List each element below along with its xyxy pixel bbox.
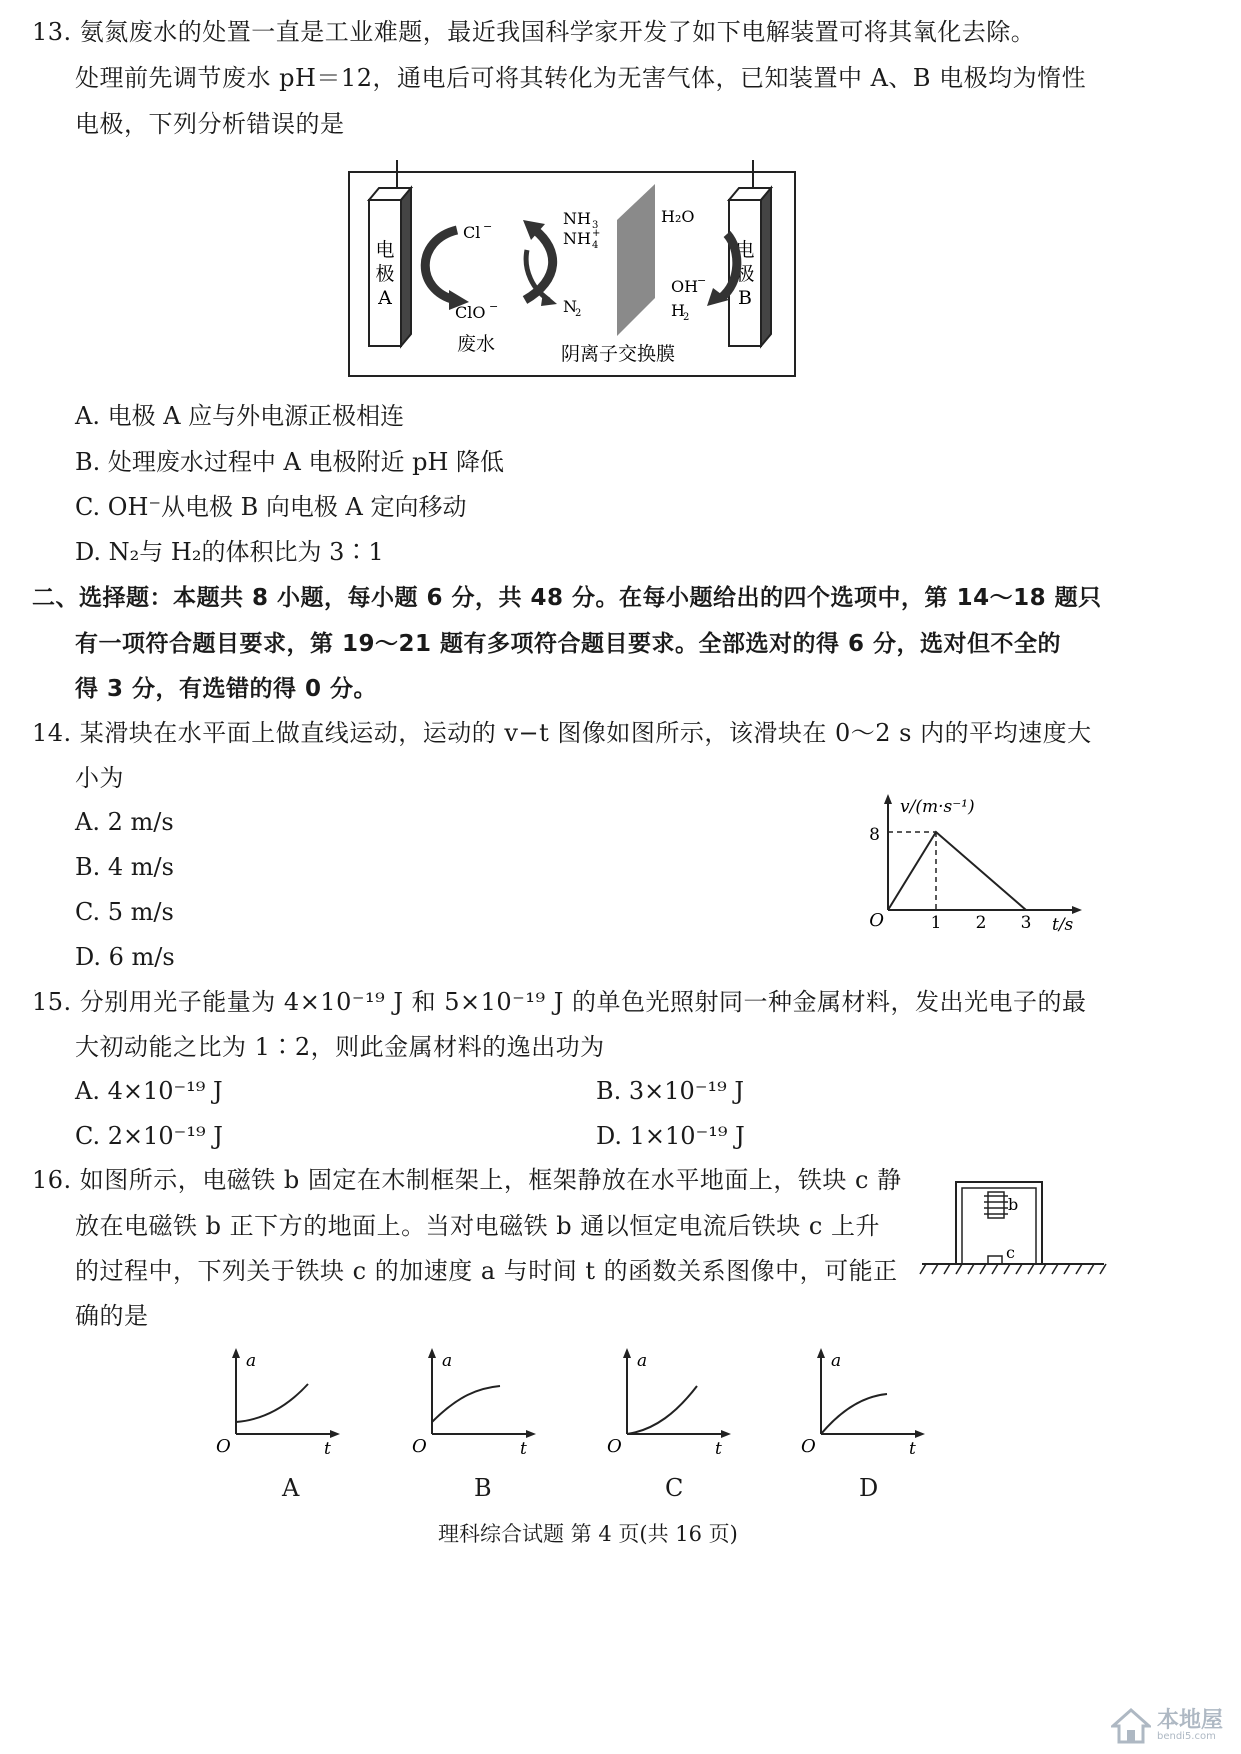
electrode-b-label-2: 极	[735, 263, 755, 285]
at-a-origin: O	[216, 1436, 231, 1456]
at-c-origin: O	[607, 1436, 622, 1456]
label-nh4-charge: +	[592, 228, 601, 239]
label-membrane: 阴离子交换膜	[561, 343, 676, 365]
section2-line-1: 二、选择题：本题共 8 小题，每小题 6 分，共 48 分。在每小题给出的四个选项中，第 14～18 题只	[32, 585, 1102, 611]
at-c-yaxis: a	[637, 1351, 648, 1371]
electrode-b-label-1: 电	[735, 239, 755, 261]
label-c: c	[1006, 1243, 1015, 1262]
vt-xtick-1: 1	[930, 913, 942, 933]
q13-line-1: 13. 氨氮废水的处置一直是工业难题，最近我国科学家开发了如下电解装置可将其氧化去除。	[32, 18, 1036, 46]
page-footer: 理科综合试题 第 4 页(共 16 页)	[438, 1522, 738, 1546]
q13-option-a: A. 电极 A 应与外电源正极相连	[75, 402, 405, 430]
q16-line-2: 放在电磁铁 b 正下方的地面上。当对电磁铁 b 通以恒定电流后铁块 c 上升	[75, 1212, 880, 1240]
label-b: b	[1008, 1195, 1019, 1214]
label-oh: OH	[671, 277, 699, 296]
section2-line-3: 得 3 分，有选错的得 0 分。	[75, 676, 378, 702]
electrode-a-label-1: 电	[375, 239, 395, 261]
anion-exchange-membrane	[617, 184, 655, 336]
vt-xtick-3: 3	[1020, 913, 1032, 933]
section2-line-2: 有一项符合题目要求，第 19～21 题有多项符合题目要求。全部选对的得 6 分，选对但不全的	[75, 631, 1062, 657]
at-label-a: A	[282, 1474, 300, 1502]
q15-option-d: D. 1×10⁻¹⁹ J	[596, 1122, 745, 1150]
at-graph-b	[408, 1346, 538, 1456]
q14-line-2: 小为	[75, 764, 124, 792]
electrode-b-label-3: B	[738, 287, 752, 309]
q13-option-d: D. N₂与 H₂的体积比为 3∶1	[75, 538, 384, 566]
q16-line-4: 确的是	[75, 1302, 149, 1330]
electrode-a-label-2: 极	[375, 263, 395, 285]
label-nh3-sub: 3	[592, 220, 599, 231]
at-b-yaxis: a	[442, 1351, 453, 1371]
label-nh4-sub: 4	[592, 240, 599, 251]
q14-option-c: C. 5 m/s	[75, 898, 174, 926]
watermark-brand: 本地屋	[1156, 1708, 1223, 1733]
q16-line-3: 的过程中，下列关于铁块 c 的加速度 a 与时间 t 的函数关系图像中，可能正	[75, 1257, 898, 1285]
q16-line-1: 16. 如图所示，电磁铁 b 固定在木制框架上，框架静放在水平地面上，铁块 c 静	[32, 1166, 902, 1194]
at-label-b: B	[474, 1474, 492, 1502]
electromagnet-frame-figure	[918, 1178, 1108, 1278]
label-n2-sub: 2	[575, 308, 582, 319]
at-d-xaxis: t	[909, 1439, 916, 1456]
label-h2: H	[671, 301, 685, 320]
vt-ytick: 8	[869, 825, 880, 845]
q15-line-1: 15. 分别用光子能量为 4×10⁻¹⁹ J 和 5×10⁻¹⁹ J 的单色光照射同一种金属材料，发出光电子的最	[32, 988, 1087, 1016]
watermark	[1111, 1708, 1223, 1744]
at-graph-a	[212, 1346, 342, 1456]
q14-option-d: D. 6 m/s	[75, 943, 175, 971]
label-oh-charge: −	[697, 274, 707, 287]
at-d-yaxis: a	[831, 1351, 842, 1371]
label-clo: ClO	[455, 303, 486, 322]
label-h2o: H₂O	[661, 207, 695, 226]
q14-option-b: B. 4 m/s	[75, 853, 174, 881]
electromagnet-b	[984, 1192, 1008, 1218]
label-h2-sub: 2	[683, 312, 690, 323]
at-c-xaxis: t	[715, 1439, 722, 1456]
label-clo-charge: −	[489, 300, 499, 313]
iron-block-c	[988, 1256, 1002, 1264]
at-label-d: D	[859, 1474, 879, 1502]
q13-option-b: B. 处理废水过程中 A 电极附近 pH 降低	[75, 448, 505, 476]
vt-xtick-2: 2	[975, 913, 987, 933]
at-graph-c	[603, 1346, 733, 1456]
at-b-xaxis: t	[520, 1439, 527, 1456]
q13-option-c: C. OH⁻从电极 B 向电极 A 定向移动	[75, 493, 467, 521]
electrolysis-diagram	[345, 160, 805, 380]
label-n2: N	[563, 297, 577, 316]
label-nh4: NH	[563, 229, 591, 248]
at-a-xaxis: t	[324, 1439, 331, 1456]
q15-line-2: 大初动能之比为 1∶2，则此金属材料的逸出功为	[75, 1033, 605, 1061]
electrode-a-label-3: A	[378, 287, 392, 309]
label-cl: Cl	[463, 223, 481, 242]
q15-option-a: A. 4×10⁻¹⁹ J	[75, 1077, 223, 1105]
q14-line-1: 14. 某滑块在水平面上做直线运动，运动的 v−t 图像如图所示，该滑块在 0～2 s 内的平均速度大	[32, 719, 1092, 747]
vt-graph	[868, 790, 1088, 940]
q14-option-a: A. 2 m/s	[75, 808, 174, 836]
q15-option-c: C. 2×10⁻¹⁹ J	[75, 1122, 223, 1150]
q13-line-2: 处理前先调节废水 pH＝12，通电后可将其转化为无害气体，已知装置中 A、B 电极均为惰性	[75, 64, 1087, 92]
label-nh3: NH	[563, 209, 591, 228]
at-b-origin: O	[412, 1436, 427, 1456]
at-graph-d	[797, 1346, 927, 1456]
watermark-url: bendi5.com	[1156, 1731, 1216, 1742]
vt-line	[888, 832, 1026, 910]
label-cl-charge: −	[483, 220, 493, 233]
label-wastewater: 废水	[457, 333, 496, 355]
q15-option-b: B. 3×10⁻¹⁹ J	[596, 1077, 744, 1105]
vt-xlabel: t/s	[1052, 915, 1074, 935]
at-label-c: C	[665, 1474, 684, 1502]
at-d-origin: O	[801, 1436, 816, 1456]
vt-ylabel: v/(m·s⁻¹)	[900, 797, 975, 817]
at-a-yaxis: a	[246, 1351, 257, 1371]
vt-origin: O	[869, 910, 884, 931]
q13-line-3: 电极，下列分析错误的是	[75, 110, 345, 138]
electrode-a	[369, 188, 411, 346]
house-icon	[1111, 1708, 1151, 1744]
